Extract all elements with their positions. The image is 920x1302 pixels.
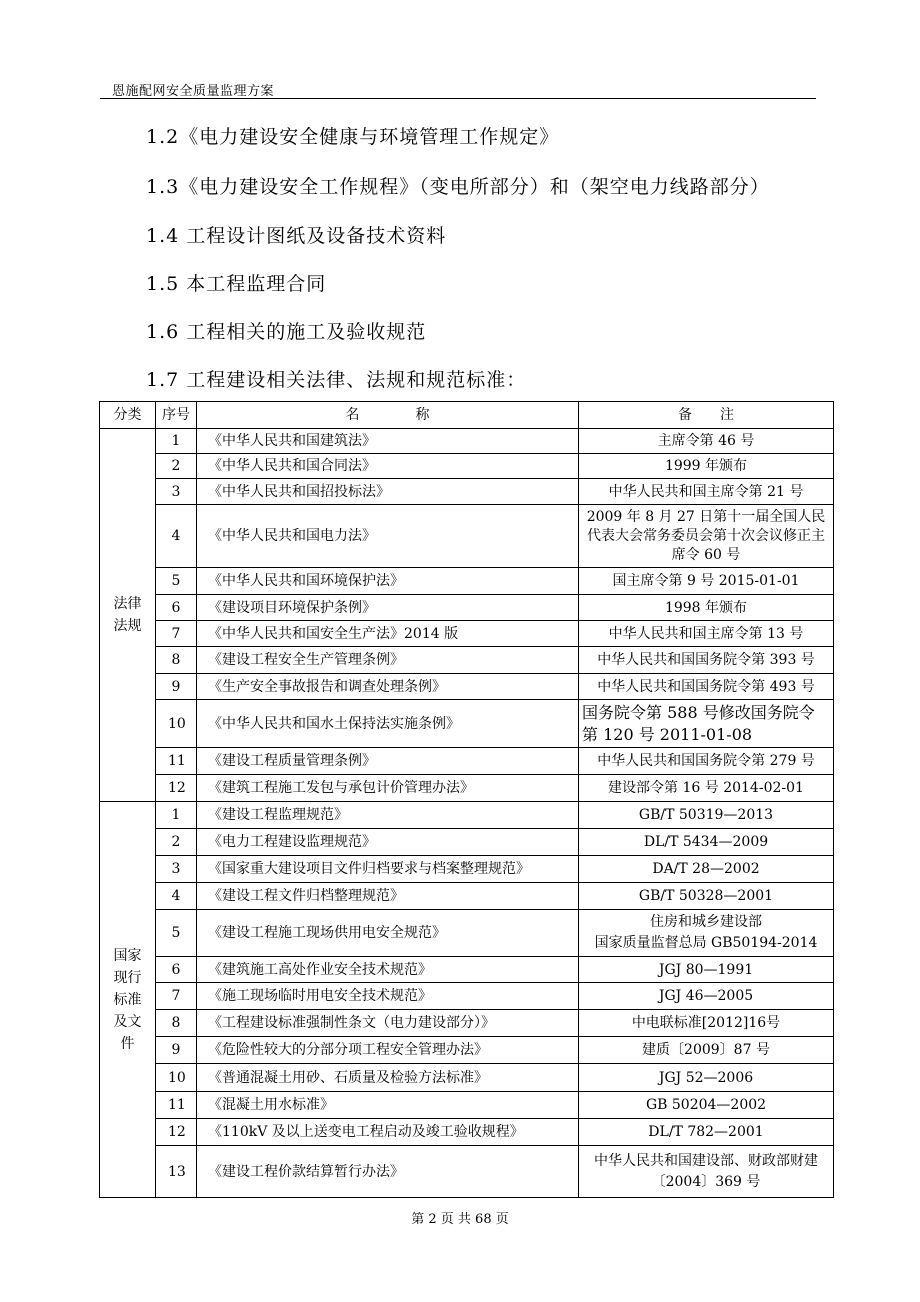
list-item: 1.2《电力建设安全健康与环境管理工作规定》 [146, 126, 560, 148]
table-header-row [100, 402, 834, 429]
row-note: JGJ 52—2006 [579, 1064, 834, 1092]
standards-table [99, 401, 834, 1198]
table-row [100, 1146, 834, 1198]
table-row [100, 802, 834, 829]
row-number: 11 [156, 748, 197, 775]
row-note: 中华人民共和国国务院令第 493 号 [579, 674, 834, 700]
row-name: 《建设工程施工现场供用电安全规范》 [197, 910, 579, 957]
row-number: 2 [156, 829, 197, 856]
row-name: 《工程建设标准强制性条文（电力建设部分）》 [197, 1010, 579, 1037]
table-row [100, 957, 834, 983]
row-number: 8 [156, 1010, 197, 1037]
row-name: 《建设项目环境保护条例》 [197, 595, 579, 621]
table-row [100, 856, 834, 883]
list-item: 1.5 本工程监理合同 [146, 273, 327, 295]
row-note: 2009 年 8 月 27 日第十一届全国人民代表大会常务委员会第十次会议修正主席令 60 号 [579, 505, 834, 568]
row-number: 1 [156, 429, 197, 454]
row-note: 中华人民共和国国务院令第 393 号 [579, 647, 834, 674]
table-row [100, 1119, 834, 1146]
row-number: 5 [156, 568, 197, 595]
row-note: 中华人民共和国主席令第 21 号 [579, 479, 834, 505]
row-note: 中华人民共和国国务院令第 279 号 [579, 748, 834, 775]
row-number: 9 [156, 1037, 197, 1064]
table-row [100, 595, 834, 621]
row-note: 国务院令第 588 号修改国务院令第 120 号 2011-01-08 [579, 700, 834, 748]
table-row [100, 775, 834, 802]
list-item: 1.6 工程相关的施工及验收规范 [146, 321, 427, 343]
table-row [100, 829, 834, 856]
row-number: 12 [156, 775, 197, 802]
row-name: 《建设工程安全生产管理条例》 [197, 647, 579, 674]
row-note: 主席令第 46 号 [579, 429, 834, 454]
page-number-footer: 第 2 页 共 68 页 [411, 1212, 509, 1227]
row-note: 中华人民共和国建设部、财政部财建〔2004〕369 号 [579, 1146, 834, 1198]
row-name: 《普通混凝土用砂、石质量及检验方法标准》 [197, 1064, 579, 1092]
row-note: 国主席令第 9 号 2015-01-01 [579, 568, 834, 595]
row-name: 《中华人民共和国安全生产法》2014 版 [197, 621, 579, 647]
row-note: DA/T 28—2002 [579, 856, 834, 883]
row-note: 建质〔2009〕87 号 [579, 1037, 834, 1064]
table-row [100, 1064, 834, 1092]
row-name: 《危险性较大的分部分项工程安全管理办法》 [197, 1037, 579, 1064]
header-name: 名 称 [197, 402, 579, 429]
table-row [100, 1010, 834, 1037]
row-number: 4 [156, 505, 197, 568]
row-note: 中电联标准[2012]16号 [579, 1010, 834, 1037]
row-name: 《电力工程建设监理规范》 [197, 829, 579, 856]
row-number: 8 [156, 647, 197, 674]
row-name: 《建设工程价款结算暂行办法》 [197, 1146, 579, 1198]
row-note: JGJ 80—1991 [579, 957, 834, 983]
table-row [100, 479, 834, 505]
table-row [100, 1037, 834, 1064]
row-number: 7 [156, 983, 197, 1010]
table-row [100, 429, 834, 454]
row-number: 7 [156, 621, 197, 647]
row-note: JGJ 46—2005 [579, 983, 834, 1010]
header-divider [100, 98, 816, 99]
header-note: 备 注 [579, 402, 834, 429]
category-laws: 法律 法规 [100, 429, 156, 802]
row-name: 《施工现场临时用电安全技术规范》 [197, 983, 579, 1010]
row-number: 10 [156, 1064, 197, 1092]
row-name: 《建筑施工高处作业安全技术规范》 [197, 957, 579, 983]
row-note: DL/T 782—2001 [579, 1119, 834, 1146]
row-number: 3 [156, 479, 197, 505]
row-name: 《中华人民共和国建筑法》 [197, 429, 579, 454]
row-name: 《生产安全事故报告和调查处理条例》 [197, 674, 579, 700]
list-item: 1.4 工程设计图纸及设备技术资料 [146, 225, 447, 247]
header-category: 分类 [100, 402, 156, 429]
row-name: 《中华人民共和国电力法》 [197, 505, 579, 568]
row-number: 3 [156, 856, 197, 883]
row-name: 《建设工程文件归档整理规范》 [197, 883, 579, 910]
list-item: 1.3《电力建设安全工作规程》（变电所部分）和（架空电力线路部分） [146, 176, 770, 198]
row-name: 《中华人民共和国合同法》 [197, 454, 579, 479]
row-note: DL/T 5434—2009 [579, 829, 834, 856]
row-number: 9 [156, 674, 197, 700]
table-row [100, 568, 834, 595]
table-row [100, 674, 834, 700]
row-name: 《中华人民共和国水土保持法实施条例》 [197, 700, 579, 748]
row-number: 10 [156, 700, 197, 748]
row-name: 《110kV 及以上送变电工程启动及竣工验收规程》 [197, 1119, 579, 1146]
table-row [100, 883, 834, 910]
row-note: 1998 年颁布 [579, 595, 834, 621]
row-name: 《混凝土用水标准》 [197, 1092, 579, 1119]
list-item: 1.7 工程建设相关法律、法规和规范标准： [146, 369, 527, 391]
row-number: 2 [156, 454, 197, 479]
page-header-title: 恩施配网安全质量监理方案 [112, 84, 275, 99]
table-row [100, 621, 834, 647]
row-number: 11 [156, 1092, 197, 1119]
row-number: 6 [156, 595, 197, 621]
row-number: 13 [156, 1146, 197, 1198]
row-name: 《中华人民共和国招投标法》 [197, 479, 579, 505]
row-note: 住房和城乡建设部 国家质量监督总局 GB50194-2014 [579, 910, 834, 957]
row-name: 《国家重大建设项目文件归档要求与档案整理规范》 [197, 856, 579, 883]
row-name: 《中华人民共和国环境保护法》 [197, 568, 579, 595]
table-row [100, 910, 834, 957]
row-name: 《建筑工程施工发包与承包计价管理办法》 [197, 775, 579, 802]
row-note: 中华人民共和国主席令第 13 号 [579, 621, 834, 647]
category-standards: 国家 现行 标准 及文 件 [100, 802, 156, 1198]
row-number: 12 [156, 1119, 197, 1146]
row-note: 建设部令第 16 号 2014-02-01 [579, 775, 834, 802]
row-note: GB/T 50319—2013 [579, 802, 834, 829]
row-name: 《建设工程质量管理条例》 [197, 748, 579, 775]
table-row [100, 1092, 834, 1119]
row-number: 4 [156, 883, 197, 910]
table-row [100, 983, 834, 1010]
row-note: 1999 年颁布 [579, 454, 834, 479]
table-row [100, 748, 834, 775]
table-row [100, 454, 834, 479]
table-row [100, 700, 834, 748]
row-number: 1 [156, 802, 197, 829]
row-number: 6 [156, 957, 197, 983]
table-row [100, 647, 834, 674]
table-row [100, 505, 834, 568]
row-name: 《建设工程监理规范》 [197, 802, 579, 829]
row-number: 5 [156, 910, 197, 957]
row-note: GB 50204—2002 [579, 1092, 834, 1119]
header-number: 序号 [156, 402, 197, 429]
row-note: GB/T 50328—2001 [579, 883, 834, 910]
